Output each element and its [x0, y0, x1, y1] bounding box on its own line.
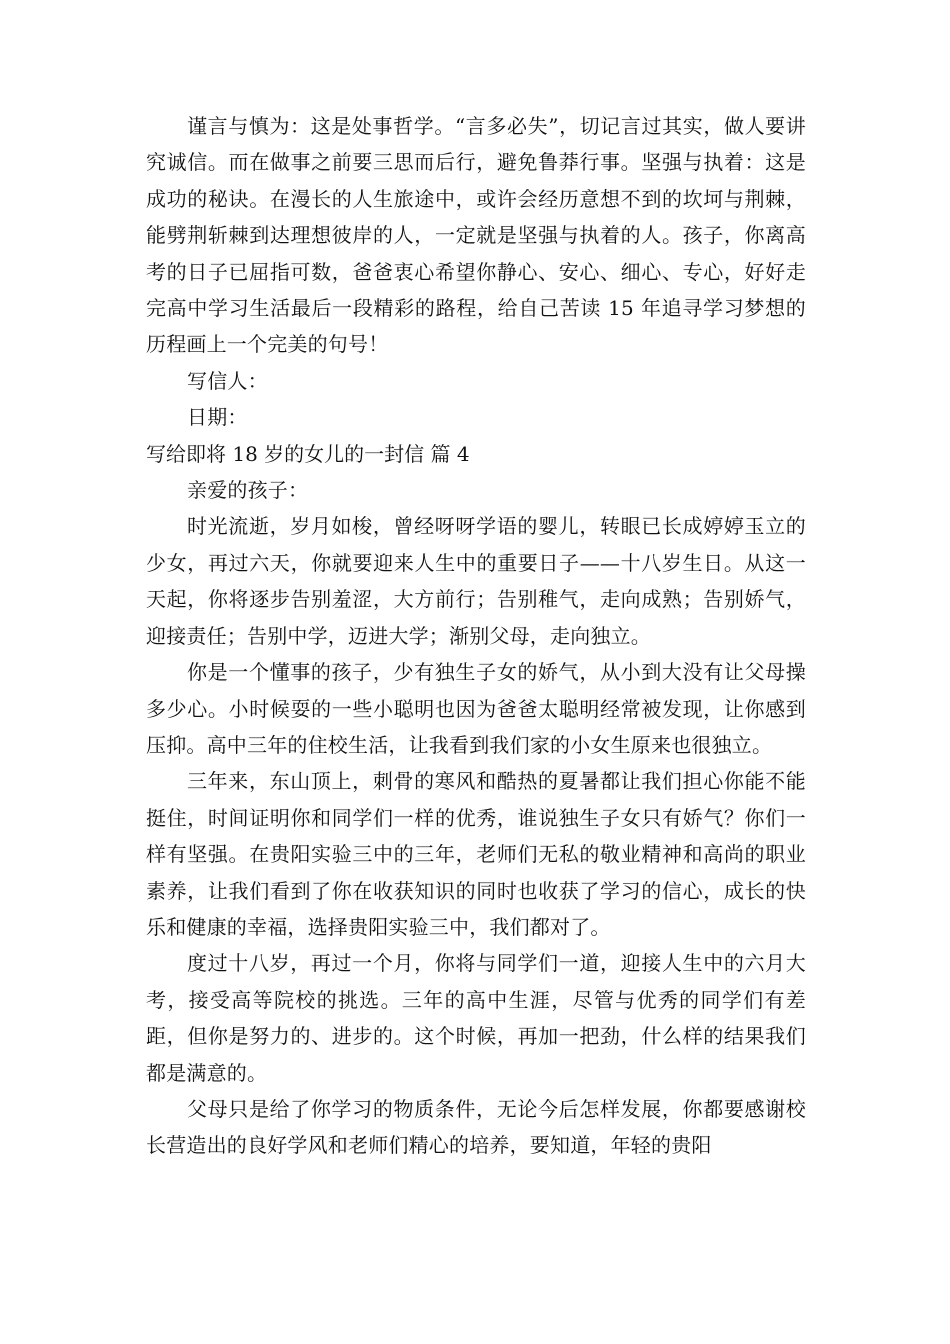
- paragraph-5: 度过十八岁，再过一个月，你将与同学们一道，迎接人生中的六月大考，接受高等院校的挑选。三年的高中生涯，尽管与优秀的同学们有差距，但你是努力的、进步的。这个时候，再加一把劲，什么样的结果我们都是满意的。: [146, 951, 806, 1085]
- paragraph-1: 谨言与慎为：这是处事哲学。“言多必失”，切记言过其实，做人要讲究诚信。而在做事之前要三思而后行，避免鲁莽行事。坚强与执着：这是成功的秘诀。在漫长的人生旅途中，或许会经历意想不到的坎坷与荆棘，能劈荆斩棘到达理想彼岸的人，一定就是坚强与执着的人。孩子，你离高考的日子已屈指可数，爸爸衷心希望你静心、安心、细心、专心，好好走完高中学习生活最后一段精彩的路程，给自己苦读 15 年追寻学习梦想的历程画上一个完美的句号！: [146, 114, 806, 357]
- section-heading: 写给即将 18 岁的女儿的一封信 篇 4: [146, 441, 470, 466]
- document-page: [146, 108, 806, 1164]
- salutation: 亲爱的孩子：: [187, 478, 309, 503]
- paragraph-6: 父母只是给了你学习的物质条件，无论今后怎样发展，你都要感谢校长营造出的良好学风和老师们精心的培养，要知道，年轻的贵阳: [146, 1096, 806, 1158]
- signature-line: 写信人：: [187, 368, 268, 393]
- paragraph-3: 你是一个懂事的孩子，少有独生子女的娇气，从小到大没有让父母操多少心。小时候耍的一些小聪明也因为爸爸太聪明经常被发现，让你感到压抑。高中三年的住校生活，让我看到我们家的小女生原来也很独立。: [146, 660, 806, 757]
- date-line: 日期：: [187, 405, 248, 430]
- paragraph-2: 时光流逝，岁月如梭，曾经呀呀学语的婴儿，转眼已长成婷婷玉立的少女，再过六天，你就要迎来人生中的重要日子——十八岁生日。从这一天起，你将逐步告别羞涩，大方前行；告别稚气，走向成熟；告别娇气，迎接责任；告别中学，迈进大学；渐别父母，走向独立。: [146, 514, 806, 648]
- paragraph-4: 三年来，东山顶上，刺骨的寒风和酷热的夏暑都让我们担心你能不能挺住，时间证明你和同学们一样的优秀，谁说独生子女只有娇气？你们一样有坚强。在贵阳实验三中的三年，老师们无私的敬业精神和高尚的职业素养，让我们看到了你在收获知识的同时也收获了学习的信心，成长的快乐和健康的幸福，选择贵阳实验三中，我们都对了。: [146, 769, 806, 939]
